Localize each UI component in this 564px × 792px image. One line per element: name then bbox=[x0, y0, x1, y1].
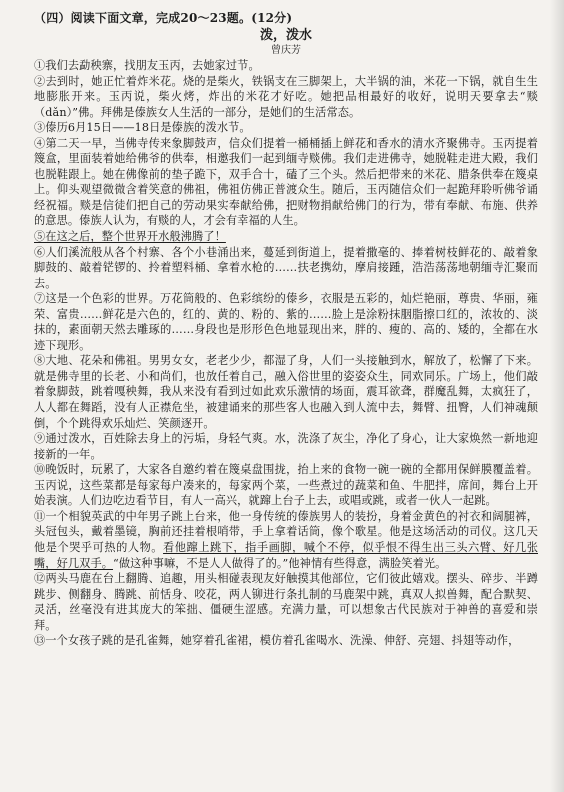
paragraph-6 bbox=[34, 245, 538, 292]
paragraph-13 bbox=[34, 633, 538, 649]
paragraph-text: ②去到时，她正忙着炸米花。烧的是柴火，铁锅支在三脚架上，大半锅的油，米花一下锅，就自生生地膨胀开来。玉丙说，柴火烤，炸出的米花才好吃。她把品相最好的收好，说明天要拿去“赕（dǎn）”佛。拜佛是傣族女人生活的一部分，是她们的生活常态。 bbox=[34, 74, 538, 119]
paragraph-8 bbox=[34, 353, 538, 431]
paragraph-7 bbox=[34, 291, 538, 353]
paragraph-text: ⑬一个女孩子跳的是孔雀舞，她穿着孔雀裙，模仿着孔雀喝水、洗澡、伸舒、亮翅、抖翅等动作， bbox=[34, 634, 520, 648]
paragraph-text: ③傣历6月15日——18日是傣族的泼水节。 bbox=[34, 121, 251, 135]
paragraph-text: ⑫两头马鹿在台上翻腾、追趣，用头相碰表现友好触摸其他部位，它们彼此嬉戏。摆头、碎步、半蹲跳步、侧翻身、腾跳、前恬身、咬花，两人铆进行条扎制的马鹿架中跳，真双人拟兽舞，配合默契、灵活，丝毫没有进其庞大的笨拙、僵硬生涩感。充满力量，可以想象古代民族对于神兽的喜爱和崇拜。 bbox=[34, 572, 538, 632]
paragraph-text: ⑦这是一个色彩的世界。万花筒般的、色彩缤纷的傣乡，衣服是五彩的，灿烂艳丽，尊贵、华丽，雍荣、富贵……鲜花是六色的，红的、黄的、粉的、紫的……脸上是涂粉抹胭脂擦口红的，浓妆的、淡抹的，素面朝天然去雕琢的……身段也是形形色色地显现出来，胖的、瘦的、高的、矮的，全都在水迹下现形。 bbox=[34, 292, 538, 352]
article-body bbox=[34, 58, 538, 649]
paragraph-9 bbox=[34, 431, 538, 462]
paragraph-text: ⑨通过泼水，百姓除去身上的污垢，身轻气爽。水，洗涤了灰尘，净化了身心，让大家焕然一新地迎接新的一年。 bbox=[34, 432, 538, 461]
paragraph-text: ①我们去勐秧寨，找朋友玉丙，去她家过节。 bbox=[34, 59, 260, 72]
paragraph-1 bbox=[34, 58, 538, 74]
paragraph-text: ⑪一个相貌英武的中年男子跳上台来，他一身传统的傣族男人的装扮，身着金黄色的衬衣和阔腿裤，头冠包头，戴着墨镜，胸前还挂着根哨带，手上拿着话筒，像个歌星。他是这场活动的司仪。这几天他是个哭乎可热的人物。 bbox=[34, 509, 538, 554]
paragraph-4 bbox=[34, 136, 538, 229]
paragraph-3 bbox=[34, 120, 538, 136]
paragraph-text: ④第二天一早，当佛寺传来象脚鼓声，信众们提着一桶桶插上鲜花和香水的清水齐聚佛寺。玉丙提着篾盒，里面装着她给佛爷的供奉，相邀我们一起到缅寺赕佛。我们走进佛寺，她脱鞋走进大殿，我们也脱鞋跟上。她在佛像前的垫子跪下，双手合十，磕了三个头。然后把带来的米花、腊条供奉在篾桌上。仰头观望微微含着笑意的佛祖，佛祖仿佛正普渡众生。随后，玉丙随信众们一起跪拜聆听佛爷诵经祝福。赕是信徒们把自己的劳动果实奉献给佛，把财物捐献给佛门的行为，带有奉献、布施、供养的意思。傣族人认为，有赕的人，才会有幸福的人生。 bbox=[34, 136, 538, 228]
paragraph-text: ⑧大地、花朵和佛祖。男男女女，老老少少，都湿了身，人们一头接触到水，解放了，松懈了下来。就是佛寺里的长老、小和尚们，也放任着自己，融入俗世里的姿姿众生，同欢同乐。广场上，他们敲着象脚鼓，跳着嘎秧舞，我从来没有看到过如此欢乐激情的场面，震耳欲聋，群魔乱舞，太疯狂了，人人都在舞蹈，没有人正襟危坐，被建诵来的那些客人也融入到人流中去，舞臂、扭臀，人们神魂颠倒，个个跳得欢乐灿烂、笑颜逐开。 bbox=[34, 354, 538, 430]
paragraph-5 bbox=[34, 229, 538, 245]
underlined-text: 看他蹿上跳下，指手画脚，喊个不停，似乎恨不得生出三头六臂、好几张嘴，好几双手。 bbox=[34, 540, 538, 570]
paragraph-2 bbox=[34, 74, 538, 121]
paragraph-10 bbox=[34, 462, 538, 509]
question-heading: （四）阅读下面文章，完成20～23题。(12分) bbox=[34, 11, 293, 25]
article-author: 曾庆芳 bbox=[271, 45, 301, 56]
paragraph-12 bbox=[34, 571, 538, 633]
paragraph-11 bbox=[34, 509, 538, 571]
paragraph-text: ⑩晚饭时，玩累了，大家各自邀约着在篾桌盘围拢，抬上来的食物一碗一碗的全都用保鲜膜覆盖着。玉丙说，这些菜都是每家每户凑来的，每家两个菜，一些煮过的蔬菜和鱼、牛肥拌，席间，舞台上开始表演。人们边吃边看节目，有人一高兴，就蹿上台子上去，或唱或跳，或者一伙人一起跳。 bbox=[34, 463, 538, 508]
article-title: 泼，泼水 bbox=[259, 28, 312, 43]
paragraph-text: “做这种事嘛，不是人人做得了的。”他神情有些得意，满脸笑着光。 bbox=[113, 556, 447, 570]
paragraph-text: ⑥人们溪流般从各个村寨、各个小巷涌出来，蔓延到街道上，提着撒毫的、捧着树枝鲜花的、敲着象脚鼓的、敲着铓锣的、拎着塑料桶、拿着水枪的……扶老携幼，摩肩接踵，浩浩荡荡地朝缅寺汇聚而去。 bbox=[34, 245, 538, 290]
underlined-text: ⑤在这之后，整个世界开水般沸腾了！ bbox=[34, 230, 226, 244]
scan-edge-shadow bbox=[550, 0, 564, 792]
